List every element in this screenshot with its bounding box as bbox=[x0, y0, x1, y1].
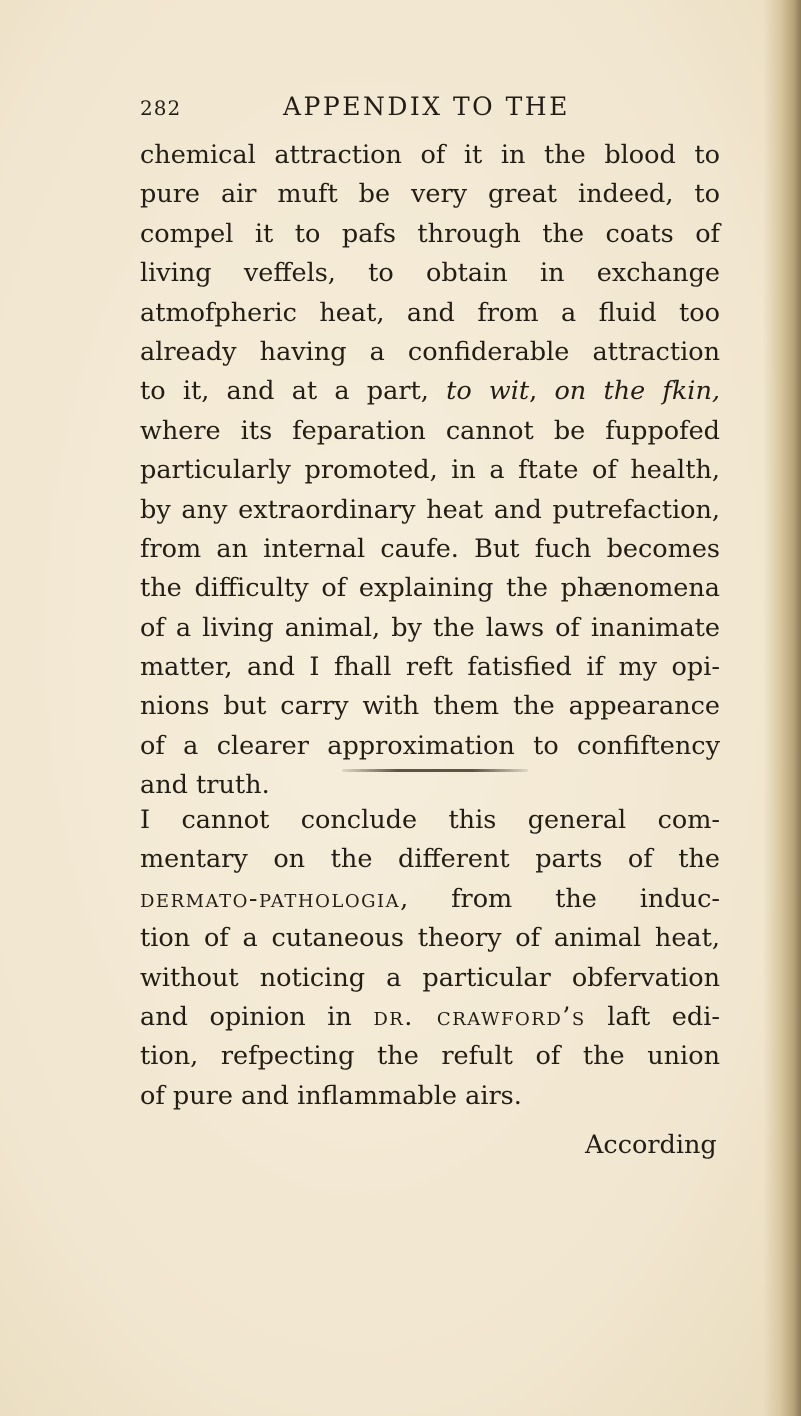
text-line: dermato-pathologia, from the induc- bbox=[140, 883, 720, 914]
page-gutter-shadow bbox=[763, 0, 801, 1416]
text-line: and truth. bbox=[140, 770, 270, 801]
text-line: of a living animal, by the laws of inanimate bbox=[140, 612, 720, 643]
italic-phrase: on the fkin bbox=[554, 376, 712, 407]
text-line: without noticing a particular obfervation bbox=[140, 962, 720, 993]
catchword: According bbox=[585, 1130, 717, 1160]
text-line: of pure and inflammable airs. bbox=[140, 1080, 522, 1111]
text-line: pure air muft be very great indeed, to bbox=[140, 179, 720, 210]
text-line: living veffels, to obtain in exchange bbox=[140, 258, 720, 289]
text-line: chemical attraction of it in the blood to bbox=[140, 140, 720, 170]
text-line: of a clearer approximation to confiftency bbox=[140, 730, 720, 761]
paragraph-2 bbox=[140, 801, 720, 1116]
text-line: particularly promoted, in a ftate of health, bbox=[140, 455, 720, 486]
page-number: 282 bbox=[140, 96, 182, 120]
page-header bbox=[140, 86, 660, 126]
small-caps-term: dermato-pathologia bbox=[140, 883, 401, 914]
text-line: by any extraordinary heat and putrefaction, bbox=[140, 494, 720, 525]
text-line: the difficulty of explaining the phænomena bbox=[140, 573, 720, 604]
text-line: mentary on the different parts of the bbox=[140, 844, 720, 875]
paragraph-1 bbox=[140, 136, 720, 806]
small-caps-name: dr. crawford’s bbox=[373, 1001, 586, 1032]
text-line: atmofpheric heat, and from a fluid too bbox=[140, 297, 720, 328]
text-line: and opinion in dr. crawford’s laft edi- bbox=[140, 1001, 720, 1032]
text-line: I cannot conclude this general com- bbox=[140, 805, 720, 835]
text-line: nions but carry with them the appearance bbox=[140, 691, 720, 722]
text-line: tion of a cutaneous theory of animal heat, bbox=[140, 923, 720, 954]
italic-phrase: to wit bbox=[446, 376, 530, 407]
text-line: matter, and I fhall reft fatisfied if my opi- bbox=[140, 652, 720, 683]
section-divider bbox=[342, 769, 528, 772]
text-line: compel it to pafs through the coats of bbox=[140, 218, 720, 249]
text-line: from an internal caufe. But fuch becomes bbox=[140, 533, 720, 564]
text-line: where its feparation cannot be fuppofed bbox=[140, 415, 720, 446]
text-line: tion, refpecting the refult of the union bbox=[140, 1041, 720, 1072]
text-line: already having a confiderable attraction bbox=[140, 336, 720, 367]
running-head: APPENDIX TO THE bbox=[283, 92, 570, 121]
text-line: to it, and at a part, to wit, on the fkin, bbox=[140, 376, 720, 407]
